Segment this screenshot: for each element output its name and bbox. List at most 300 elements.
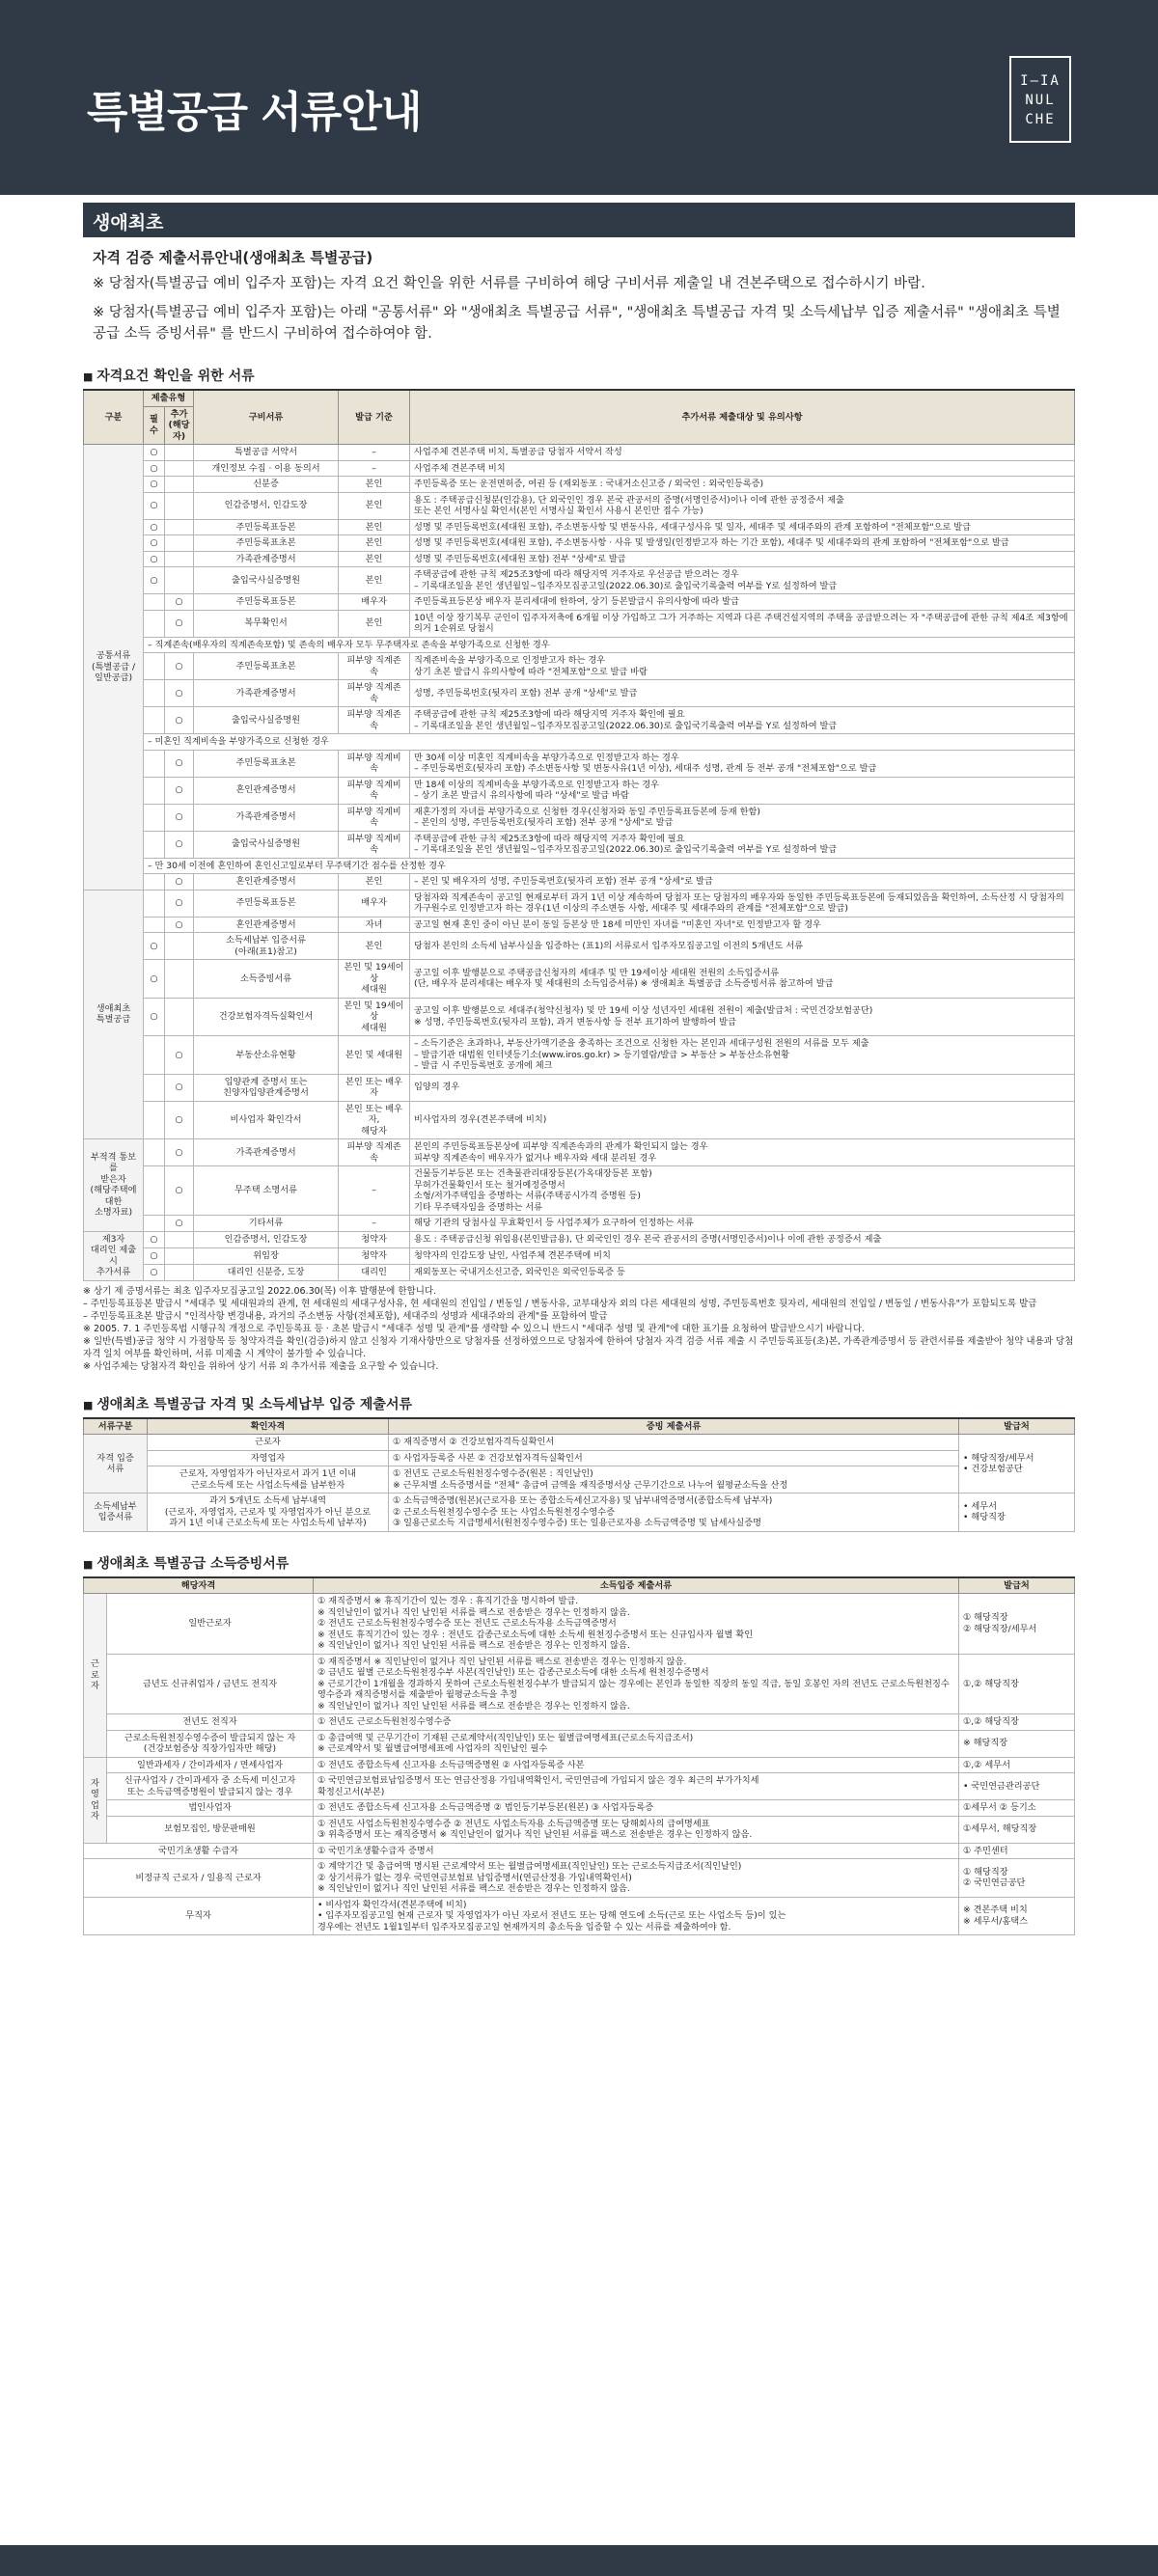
optional-mark: ○ [165,653,194,680]
issue-basis: – [339,445,410,461]
footnote-line: ※ 상기 제 증명서류는 최초 입주자모집공고일 2022.06.30(목) 이후 발행분에 한합니다. [83,1285,437,1297]
table-header: 구분 [84,390,144,445]
table-row [84,998,1075,1036]
table-row [84,707,1075,734]
optional-mark: ○ [165,831,194,858]
optional-mark: ○ [165,1101,194,1139]
required-mark [144,777,165,804]
document-name: 주민등록표초본 [194,653,339,680]
table-row [84,1101,1075,1139]
required-mark [144,890,165,917]
optional-mark: ○ [165,777,194,804]
issue-basis: 피부양 직계비속 [339,831,410,858]
proof-docs-cell: ① 재직증명서 ② 건강보험자격득실확인서 [389,1435,959,1451]
document-name: 무주택 소명서류 [194,1166,339,1216]
issue-basis: 본인 및 19세이상 세대원 [339,960,410,999]
proof-docs-cell: ① 전년도 근로소득원천징수영수증 [314,1714,959,1731]
table-row [84,1730,1075,1757]
table-header: 서류구분 [84,1418,148,1435]
footnote-line: – 주민등록표등본 발급시 "세대주 및 세대원과의 관계, 현 세대원의 세대구성사유, 현 세대원의 전입일 / 변동일 / 변동사유, 교부대상자 외의 다른 세대원의 성명, 주민등록번호 뒷자리, 세대원의 전입일 / 변동일 / 변동사유"가 포함되도록 발급 [83,1298,1037,1309]
document-name: 가족관계증명서 [194,680,339,707]
proof-docs-cell: ① 재직증명서 ※ 휴직기간이 있는 경우 : 휴직기간을 명시하여 발급. ※ 직인날인이 없거나 직인 날인된 서류를 팩스로 전송받은 경우는 인정하지 않음. ② 전년도 근로소득원천징수영수증 또는 전년도 근로소득자용 소득금액증명서 ※ 전년도 휴직기간이 있는 경우 : 전년도 갑종근로소득에 대한 소득세 원천징수증명서 또는 신규입사자 월별 확인 ※ 직인날인이 없거나 직인 날인된 서류를 팩스로 전송받은 경우는 인정하지 않음. [314,1594,959,1655]
required-mark: ○ [144,519,165,535]
remarks-cell: 주택공급에 관한 규칙 제25조3항에 따라 해당지역 거주자로 우선공급 받으려는 경우 – 기록대조일을 본인 생년월일~입주자모집공고일(2022.06.30)로 출입국기록출력 여부를 Y로 설정하여 발급 [410,567,1075,594]
table-row [84,750,1075,777]
remarks-cell: 성명 및 주민등록번호(세대원 포함), 주소변동사항 · 사유 및 발생일(인정받고자 하는 기간 포함), 세대주 및 세대주와의 관계 포함하여 "전체포함"으로 발급 [410,535,1075,552]
remarks-cell: 주택공급에 관한 규칙 제25조3항에 따라 해당지역 거주자 확인에 필요 – 기록대조일을 본인 생년월일~입주자모집공고일(2022.06.30)로 출입국기록출력 여부를 Y로 설정하여 발급 [410,707,1075,734]
table-row [84,1466,1075,1494]
remarks-cell: 만 18세 이상의 직계비속을 부양가족으로 인정받고자 하는 경우 – 상기 초본 발급시 유의사항에 따라 "상세"로 발급 바람 [410,777,1075,804]
document-name: 주민등록표초본 [194,750,339,777]
issuer-cell: ①,② 세무서 [959,1757,1075,1773]
optional-mark: ○ [165,707,194,734]
document-name: 혼인관계증명서 [194,917,339,933]
table-row [84,1816,1075,1843]
document-name: 가족관계증명서 [194,1139,339,1166]
issue-basis: – [339,1166,410,1216]
document-subtitle: 자격 검증 제출서류안내(생애최초 특별공급) [93,249,373,266]
issue-basis: 피부양 직계존속 [339,707,410,734]
optional-mark [165,960,194,999]
footnote-line: ※ 일반(특별)공급 청약 시 가점항목 등 청약자격을 확인(검증)하지 않고 신청자 기재사항만으로 당첨자를 선정하였으므로 당첨자에 한하여 당첨자 자격 검증 서류 제출 시 주민등록표등(초)본, 가족관계증명서 등 관련서류를 제출받아 청약 내용과 당첨자격 일치 여부를 확인하며, 서류 미제출 시 계약이 불가할 수 있습니다. [83,1335,1074,1359]
required-mark: ○ [144,1247,165,1264]
table-row [84,1654,1075,1714]
table-row [84,890,1075,917]
required-mark: ○ [144,551,165,567]
optional-mark [165,492,194,519]
qualification-cell: 금년도 신규취업자 / 금년도 전직자 [107,1654,314,1714]
table-row [84,535,1075,552]
table-row [84,1231,1075,1247]
qualification-cell: 일반과세자 / 간이과세자 / 면세사업자 [107,1757,314,1773]
required-mark: ○ [144,460,165,477]
remarks-cell: 주민등록증 또는 운전면허증, 여권 등 (재외동포 : 국내거소신고증 / 외국인 : 외국인등록증) [410,477,1075,493]
issue-basis: 본인 [339,492,410,519]
brand-logo [1009,56,1071,143]
proof-docs-cell: ① 사업자등록증 사본 ② 건강보험자격득실확인서 [389,1450,959,1466]
footnotes [83,1285,1075,1373]
required-mark [144,917,165,933]
issuer-cell: ① 주민센터 [959,1843,1075,1859]
table-row [84,1074,1075,1101]
optional-mark: ○ [165,750,194,777]
required-mark: ○ [144,477,165,493]
content [0,203,1158,1935]
group-label-cell: 공통서류 (특별공급 / 일반공급) [84,445,144,891]
table-row [84,777,1075,804]
required-mark [144,707,165,734]
required-mark [144,1074,165,1101]
optional-mark: ○ [165,610,194,637]
optional-mark: ○ [165,874,194,891]
qualification-cell: 비정규직 근로자 / 일용직 근로자 [84,1859,314,1898]
issue-basis: 본인 [339,551,410,567]
table-header: 추가서류 제출대상 및 유의사항 [410,390,1075,445]
table-row [84,1843,1075,1859]
document-name: 대리인 신분증, 도장 [194,1264,339,1280]
qualification-cell: 자영업자 [148,1450,389,1466]
notice-1: ※ 당첨자(특별공급 예비 입주자 포함)는 자격 요건 확인을 위한 서류를 구비하여 해당 구비서류 제출일 내 견본주택으로 접수하시기 바람. [93,276,925,291]
table-row [84,1450,1075,1466]
required-mark [144,1036,165,1075]
issue-basis: 본인 및 세대원 [339,1036,410,1075]
required-mark [144,1139,165,1166]
group-label-cell: 부적격 통보를 받은자 (해당주택에 대한 소명자료) [84,1139,144,1232]
proof-docs-cell: ① 국민연금보험료납입증명서 또는 연금산정용 가입내역확인서, 국민연금에 가입되지 않은 경우 최근의 부가가치세 확정신고서(부본) [314,1773,959,1800]
table-header: 소득입증 제출서류 [314,1577,959,1594]
subgroup-note: – 만 30세 이전에 혼인하여 혼인신고일로부터 무주택기간 점수를 산정한 경우 [144,858,1075,874]
document-name: 주민등록표등본 [194,890,339,917]
remarks-cell: 용도 : 주택공급신청 위임용(본인발급용), 단 외국인인 경우 본국 관공서의 증명(서명인증서)이나 이에 관한 공정증서 제출 [410,1231,1075,1247]
issuer-cell: ①,② 해당직장 [959,1714,1075,1731]
issue-basis: 피부양 직계비속 [339,750,410,777]
remarks-cell: 주택공급에 관한 규칙 제25조3항에 따라 해당지역 거주자 확인에 필요 – 기록대조일을 본인 생년월일~입주자모집공고일(2022.06.30)로 출입국기록출력 여부를 Y로 설정하여 발급 [410,831,1075,858]
table-row [84,804,1075,831]
optional-mark: ○ [165,1139,194,1166]
document-name: 혼인관계증명서 [194,874,339,891]
issue-basis: 본인 [339,933,410,960]
proof-docs-cell: ① 전년도 근로소득원천징수영수증(원본 : 직인날인) ※ 근무처별 소득증명서를 "전체" 총급여 금액을 재직증명서상 근무기간으로 나누어 월평균소득을 산정 [389,1466,959,1494]
issue-basis: 대리인 [339,1264,410,1280]
section-3-title: ■ 생애최초 특별공급 소득증빙서류 [83,1553,1075,1573]
issue-basis: 청약자 [339,1231,410,1247]
required-mark: ○ [144,567,165,594]
document-name: 소득증빙서류 [194,960,339,999]
required-mark [144,1216,165,1232]
required-mark: ○ [144,933,165,960]
required-mark: ○ [144,1231,165,1247]
table-row [84,460,1075,477]
remarks-cell: 재외동포는 국내거소신고증, 외국인은 외국인등록증 등 [410,1264,1075,1280]
document-name: 주민등록표초본 [194,535,339,552]
table-row [84,680,1075,707]
table-header: 발급처 [959,1418,1075,1435]
issuer-cell: ①,② 해당직장 [959,1654,1075,1714]
table-row [84,1247,1075,1264]
document-name: 출입국사실증명원 [194,831,339,858]
table-row [84,1773,1075,1800]
document-name: 가족관계증명서 [194,804,339,831]
table-row [84,831,1075,858]
table-row [84,933,1075,960]
table-header: 발급처 [959,1577,1075,1594]
required-mark: ○ [144,1264,165,1280]
doc-category-cell: 소득세납부 입증서류 [84,1494,148,1532]
proof-docs-cell: ① 계약기간 및 총급여액 명시된 근로계약서 또는 월별급여명세표(직인날인) 또는 근로소득지급조서(직인날인) ② 상기서류가 없는 경우 국민연금보험료 납입증명서(연금산정용 가입내역확인서) ※ 직인날인이 없거나 직인 날인된 서류를 팩스로 전송받은 경우는 인정하지 않음. [314,1859,959,1898]
issuer-cell: ① 해당직장 ② 국민연금공단 [959,1859,1075,1898]
proof-docs-cell: ① 총급여액 및 근무기간이 기재된 근로계약서(직인날인) 또는 월별급여명세표(근로소득지급조서) ※ 근로계약서 및 월별급여명세표에 사업자의 직인날인 필수 [314,1730,959,1757]
issue-basis: 본인 [339,874,410,891]
document-name: 출입국사실증명원 [194,707,339,734]
optional-mark [165,535,194,552]
table-row [84,492,1075,519]
issue-basis: 본인 [339,535,410,552]
logo-line: I—IA [1020,73,1061,89]
required-mark [144,653,165,680]
table-row [84,1757,1075,1773]
remarks-cell: 본인의 주민등록표등본상에 피부양 직계존속과의 관계가 확인되지 않는 경우 피부양 직계존속이 배우자가 없거나 배우자와 세대 분리된 경우 [410,1139,1075,1166]
remarks-cell: 입양의 경우 [410,1074,1075,1101]
category-cell: 근로자 [84,1594,107,1758]
required-mark: ○ [144,445,165,461]
table-header: 추가 (해당자) [165,406,194,445]
optional-mark: ○ [165,890,194,917]
document-name: 기타서류 [194,1216,339,1232]
table-row [84,1435,1075,1451]
remarks-cell: 해당 기관의 당첨사실 무효확인서 등 사업주체가 요구하여 인정하는 서류 [410,1216,1075,1232]
issue-basis: 본인 또는 배우자 [339,1074,410,1101]
table-row [84,1139,1075,1166]
page-title: 특별공급 서류안내 [87,88,422,137]
issue-basis: 본인 [339,610,410,637]
required-mark [144,1166,165,1216]
issuer-cell: ①세무서 ② 등기소 [959,1800,1075,1817]
remarks-cell: – 소득기준은 초과하나, 부동산가액기준을 충족하는 조건으로 신청한 자는 본인과 세대구성원 전원의 서류를 모두 제출 – 발급기관 대법원 인터넷등기소(www.iros.go.kr) > 등기열람/발급 > 부동산 > 부동산소유현황 – 발급 시 주민등록번호 공개에 체크 [410,1036,1075,1075]
issue-basis: – [339,460,410,477]
subgroup-note: – 미혼인 직계비속을 부양가족으로 신청한 경우 [144,734,1075,751]
optional-mark: ○ [165,804,194,831]
document-name: 입양관계 증명서 또는 친양자입양관계증명서 [194,1074,339,1101]
qualification-cell: 신규사업자 / 간이과세자 중 소득세 미신고자 또는 소득금액증명원이 발급되지 않는 경우 [107,1773,314,1800]
optional-mark: ○ [165,1166,194,1216]
proof-docs-cell: ① 전년도 종합소득세 신고자용 소득금액증명 ② 법인등기부등본(원본) ③ 사업자등록증 [314,1800,959,1817]
income-tax-proof-table [83,1417,1075,1532]
remarks-cell: 당첨자 본인의 소득세 납부사실을 입증하는 (표1)의 서류로서 입주자모집공고일 이전의 5개년도 서류 [410,933,1075,960]
table-header: 발급 기준 [339,390,410,445]
issue-basis: 본인 [339,477,410,493]
table-row [84,610,1075,637]
remarks-cell: 성명 및 주민등록번호(세대원 포함) 전부 "상세"로 발급 [410,551,1075,567]
remarks-cell: 주민등록표등본상 배우자 분리세대에 한하여, 상기 등본발급시 유의사항에 따라 발급 [410,594,1075,611]
issue-basis: 자녀 [339,917,410,933]
optional-mark [165,1264,194,1280]
issuer-cell: • 해당직장/세무서 • 건강보험공단 [959,1435,1075,1494]
document-name: 주민등록표등본 [194,594,339,611]
remarks-cell: 사업주체 견본주택 비치 [410,460,1075,477]
required-mark: ○ [144,492,165,519]
required-mark: ○ [144,960,165,999]
remarks-cell: 건물등기부등본 또는 건축물관리대장등본(가옥대장등본 포함) 무허가건물확인서 또는 철거예정증명서 소형/저가주택임을 증명하는 서류(주택공시가격 증명원 등) 기타 무주택자임을 증명하는 서류 [410,1166,1075,1216]
optional-mark: ○ [165,680,194,707]
issue-basis: 피부양 직계비속 [339,804,410,831]
required-mark: ○ [144,998,165,1036]
required-mark [144,1101,165,1139]
remarks-cell: 성명 및 주민등록번호(세대원 포함), 주소변동사항 및 변동사유, 세대구성사유 및 일자, 세대주 및 세대주와의 관계 포함하여 "전체포함"으로 발급 [410,519,1075,535]
document-name: 건강보험자격득실확인서 [194,998,339,1036]
footnote-line: – 주민등록표초본 발급시 "인적사항 변경내용, 과거의 주소변동 사항(전체포함), 세대주의 성명과 세대주와의 관계"를 포함하여 발급 [83,1310,608,1322]
document-name: 복무확인서 [194,610,339,637]
footnote-line: ※ 2005. 7. 1 주민등록법 시행규칙 개정으로 주민등록표 등 · 초본 발급시 "세대주 성명 및 관계"를 생략할 수 있으니 반드시 "세대주 성명 및 관계"에 대한 표기를 요청하여 발급받으시기 바랍니다. [83,1323,865,1334]
issuer-cell: ※ 견본주택 비치 ※ 세무서/홈택스 [959,1897,1075,1935]
section-1-title: ■ 자격요건 확인을 위한 서류 [83,366,1075,385]
document-name: 인감증명서, 인감도장 [194,492,339,519]
optional-mark [165,460,194,477]
table-row [84,519,1075,535]
qualification-cell: 법인사업자 [107,1800,314,1817]
group-label-cell: 생애최초 특별공급 [84,890,144,1139]
subgroup-note: – 직계존속(배우자의 직계존속포함) 및 존속의 배우자 모두 무주택자로 존속을 부양가족으로 신청한 경우 [144,637,1075,653]
issue-basis: 배우자 [339,594,410,611]
proof-docs-cell: ① 소득금액증명(원본)(근로자용 또는 종합소득세신고자용) 및 납부내역증명서(종합소득세 납부자) ② 근로소득원천징수영수증 또는 사업소득원천징수영수증 ③ 일용근로소득 지급명세서(원천징수영수증) 또는 일용근로자용 소득금액증명 및 납세사실증명 [389,1494,959,1532]
logo-line: NUL [1025,93,1056,108]
section-band: 생애최초 [83,203,1075,237]
required-mark [144,680,165,707]
optional-mark [165,519,194,535]
group-label-cell: 제3자 대리인 제출시 추가서류 [84,1231,144,1280]
table-row [84,1036,1075,1075]
table-row [84,917,1075,933]
page-footer-bar [0,2545,1158,2576]
remarks-cell: 성명, 주민등록번호(뒷자리 포함) 전부 공개 "상세"로 발급 [410,680,1075,707]
table-row [84,594,1075,611]
qualification-cell: 국민기초생활 수급자 [84,1843,314,1859]
document-name: 비사업자 확인각서 [194,1101,339,1139]
table-row [84,1166,1075,1216]
document-name: 가족관계증명서 [194,551,339,567]
table-row [84,734,1075,751]
qualification-cell: 근로자 [148,1435,389,1451]
issue-basis: 본인 또는 배우자, 해당자 [339,1101,410,1139]
footnote-line: ※ 사업주체는 당첨자격 확인을 위하여 상기 서류 외 추가서류 제출을 요구할 수 있습니다. [83,1360,439,1372]
table-row [84,858,1075,874]
document-name: 인감증명서, 인감도장 [194,1231,339,1247]
required-mark [144,610,165,637]
remarks-cell: 청약자의 인감도장 날인, 사업주체 견본주택에 비치 [410,1247,1075,1264]
document-name: 개인정보 수집 · 이용 동의서 [194,460,339,477]
table-header: 해당자격 [84,1577,314,1594]
optional-mark: ○ [165,917,194,933]
table-header: 필수 [144,406,165,445]
document-name: 부동산소유현황 [194,1036,339,1075]
document-name: 신분증 [194,477,339,493]
optional-mark: ○ [165,594,194,611]
remarks-cell: 비사업자의 경우(견본주택에 비치) [410,1101,1075,1139]
optional-mark: ○ [165,1036,194,1075]
qualification-docs-table [83,389,1075,1281]
optional-mark [165,1247,194,1264]
issue-basis: 청약자 [339,1247,410,1264]
table-header: 제출유형 [144,390,194,406]
logo-line: CHE [1025,112,1056,127]
qualification-cell: 전년도 전직자 [107,1714,314,1731]
proof-docs-cell: ① 전년도 종합소득세 신고자용 소득금액증명원 ② 사업자등록증 사본 [314,1757,959,1773]
doc-category-cell: 자격 입증 서류 [84,1435,148,1494]
page-header [0,0,1158,195]
remarks-cell: 공고일 이후 발행분으로 주택공급신청자의 세대주 및 만 19세이상 세대원 전원의 소득입증서류 (단, 배우자 분리세대는 배우자 및 세대원의 소득입증서류) ※ 생애최초 특별공급 소득증빙서류 참고하여 발급 [410,960,1075,999]
optional-mark: ○ [165,1074,194,1101]
table-row [84,1859,1075,1898]
section-2-title: ■ 생애최초 특별공급 자격 및 소득세납부 입증 제출서류 [83,1394,1075,1413]
required-mark [144,804,165,831]
table-header: 증빙 제출서류 [389,1418,959,1435]
optional-mark [165,567,194,594]
optional-mark [165,477,194,493]
optional-mark [165,445,194,461]
remarks-cell: 공고일 이후 발행분으로 세대주(청약신청자) 및 만 19세 이상 성년자인 세대원 전원이 제출(발급처 : 국민건강보험공단) ※ 성명, 주민등록번호(뒷자리 포함), 과거 변동사항 등 전부 표기하여 발행하여 발급 [410,998,1075,1036]
remarks-cell: 10년 이상 장기복무 군인이 입주자저축에 6개월 이상 가입하고 그가 거주하는 지역과 다른 주택건설지역의 주택을 공급받으려는 자 "주택공급에 관한 규칙 제4조 제3항에 의거 1순위로 당첨시 [410,610,1075,637]
remarks-cell: 공고일 현재 혼인 중이 아닌 분이 동일 등본상 만 18세 미만인 자녀를 "미혼인 자녀"로 인정받고자 할 경우 [410,917,1075,933]
optional-mark [165,1231,194,1247]
table-header: 구비서류 [194,390,339,445]
issue-basis: 본인 [339,519,410,535]
issue-basis: – [339,1216,410,1232]
required-mark [144,750,165,777]
income-proof-table [83,1576,1075,1936]
qualification-cell: 근로소득원천징수영수증이 발급되지 않는 자 (건강보험증상 직장가입자만 해당) [107,1730,314,1757]
required-mark [144,874,165,891]
issue-basis: 본인 및 19세이상 세대원 [339,998,410,1036]
optional-mark [165,933,194,960]
table-row [84,567,1075,594]
document-name: 주민등록표등본 [194,519,339,535]
table-row [84,874,1075,891]
issue-basis: 피부양 직계존속 [339,680,410,707]
qualification-cell: 일반근로자 [107,1594,314,1655]
optional-mark [165,551,194,567]
remarks-cell: 사업주체 견본주택 비치, 특별공급 당첨자 서약서 작성 [410,445,1075,461]
issue-basis: 피부양 직계존속 [339,653,410,680]
table-row [84,1800,1075,1817]
table-row [84,477,1075,493]
issuer-cell: • 세무서 • 해당직장 [959,1494,1075,1532]
table-row [84,1897,1075,1935]
remarks-cell: 만 30세 이상 미혼인 직계비속을 부양가족으로 인정받고자 하는 경우 – 주민등록번호(뒷자리 포함) 주소변동사항 및 변동사유(1년 이상), 세대주 성명, 관계 등 전부 공개 "전체포함"으로 발급 [410,750,1075,777]
remarks-cell: 직계존비속을 부양가족으로 인정받고자 하는 경우 상기 초본 발급시 유의사항에 따라 "전체포함"으로 발급 바람 [410,653,1075,680]
required-mark [144,594,165,611]
table-row [84,1714,1075,1731]
table-row [84,960,1075,999]
optional-mark: ○ [165,1216,194,1232]
qualification-cell: 과거 5개년도 소득세 납부내역 (근로자, 자영업자, 근로자 및 자영업자가 아닌 분으로 과거 1년 이내 근로소득세 또는 사업소득세 납부자) [148,1494,389,1532]
issuer-cell: ※ 해당직장 [959,1730,1075,1757]
document-name: 위임장 [194,1247,339,1264]
qualification-cell: 근로자, 자영업자가 아닌자로서 과거 1년 이내 근로소득세 또는 사업소득세를 납부한자 [148,1466,389,1494]
category-cell: 자영업자 [84,1757,107,1843]
required-mark: ○ [144,535,165,552]
qualification-cell: 무직자 [84,1897,314,1935]
document-name: 소득세납부 입증서류 (아래(표1)참고) [194,933,339,960]
required-mark [144,831,165,858]
notice-2: ※ 당첨자(특별공급 예비 입주자 포함)는 아래 "공통서류" 와 "생애최초 특별공급 서류", "생애최초 특별공급 자격 및 소득세납부 입증 제출서류" "생애최초 특별공급 소득 증빙서류" 를 반드시 구비하여 접수하여야 함. [93,305,1061,342]
table-row [84,1264,1075,1280]
qualification-cell: 보험모집인, 방문판매원 [107,1816,314,1843]
issue-basis: 본인 [339,567,410,594]
optional-mark [165,998,194,1036]
proof-docs-cell: ① 국민기초생활수급자 증명서 [314,1843,959,1859]
issue-basis: 피부양 직계존속 [339,1139,410,1166]
table-row [84,1594,1075,1655]
table-row [84,445,1075,461]
table-row [84,653,1075,680]
document-name: 혼인관계증명서 [194,777,339,804]
issue-basis: 피부양 직계비속 [339,777,410,804]
remarks-cell: 용도 : 주택공급신청분(인감용), 단 외국인인 경우 본국 관공서의 증명(서명인증서)이나 이에 관한 공정증서 제출 또는 본인 서명사실 확인서(본인 서명사실 확인서 사용시 본인만 접수 가능) [410,492,1075,519]
issuer-cell: • 국민연금관리공단 [959,1773,1075,1800]
remarks-cell: – 본인 및 배우자의 성명, 주민등록번호(뒷자리 포함) 전부 공개 "상세"로 발급 [410,874,1075,891]
remarks-cell: 당첨자와 직계존속이 공고일 현재로부터 과거 1년 이상 계속하여 당첨자 또는 당첨자의 배우자와 동일한 주민등록표등본에 등재되었음을 확인하여, 소득산정 시 당첨자의 가구원수로 인정받고자 하는 경우(1년 이상의 주소변동 사항, 세대주 및 세대주와의 관계를 "전체포함"으로 발급) [410,890,1075,917]
table-row [84,1494,1075,1532]
proof-docs-cell: ① 전년도 사업소득원천징수영수증 ② 전년도 사업소득자용 소득금액증명 또는 당해회사의 급여명세표 ③ 위촉증명서 또는 재직증명서 ※ 직인날인이 없거나 직인 날인된 서류를 팩스로 전송받은 경우는 인정하지 않음. [314,1816,959,1843]
document-name: 특별공급 서약서 [194,445,339,461]
issue-basis: 배우자 [339,890,410,917]
table-row [84,1216,1075,1232]
document-name: 출입국사실증명원 [194,567,339,594]
remarks-cell: 재혼가정의 자녀를 부양가족으로 신청한 경우(신청자와 동일 주민등록표등본에 등재 한함) – 본인의 성명, 주민등록번호(뒷자리 포함) 전부 공개 "상세"로 발급 [410,804,1075,831]
proof-docs-cell: • 비사업자 확인각서(견본주택에 비치) • 입주자모집공고일 현재 근로자 및 자영업자가 아닌 자로서 전년도 또는 당해 연도에 소득(근로 또는 사업소득 등)이 있는 경우에는 전년도 1월1일부터 입주자모집공고일 현재까지의 총소득을 입증할 수 있는 서류를 제출하여야 함. [314,1897,959,1935]
proof-docs-cell: ① 재직증명서 ※ 직인날인이 없거나 직인 날인된 서류를 팩스로 전송받은 경우는 인정하지 않음. ② 금년도 월별 근로소득원천징수부 사본(직인날인) 또는 갑종근로소득에 대한 소득세 원천징수증명서 ※ 근로기간이 1개월을 경과하지 못하여 근로소득원천징수부가 발급되지 않는 경우에는 본인과 동일한 직장의 동일 직급, 동일 호봉인 자의 전년도 근로소득원천징수영수증과 재직증명서를 제출받아 월평균소득을 추정 ※ 직인날인이 없거나 직인 날인된 서류를 팩스로 전송받은 경우는 인정하지 않음. [314,1654,959,1714]
table-row [84,637,1075,653]
issuer-cell: ① 해당직장 ② 해당직장/세무서 [959,1594,1075,1655]
